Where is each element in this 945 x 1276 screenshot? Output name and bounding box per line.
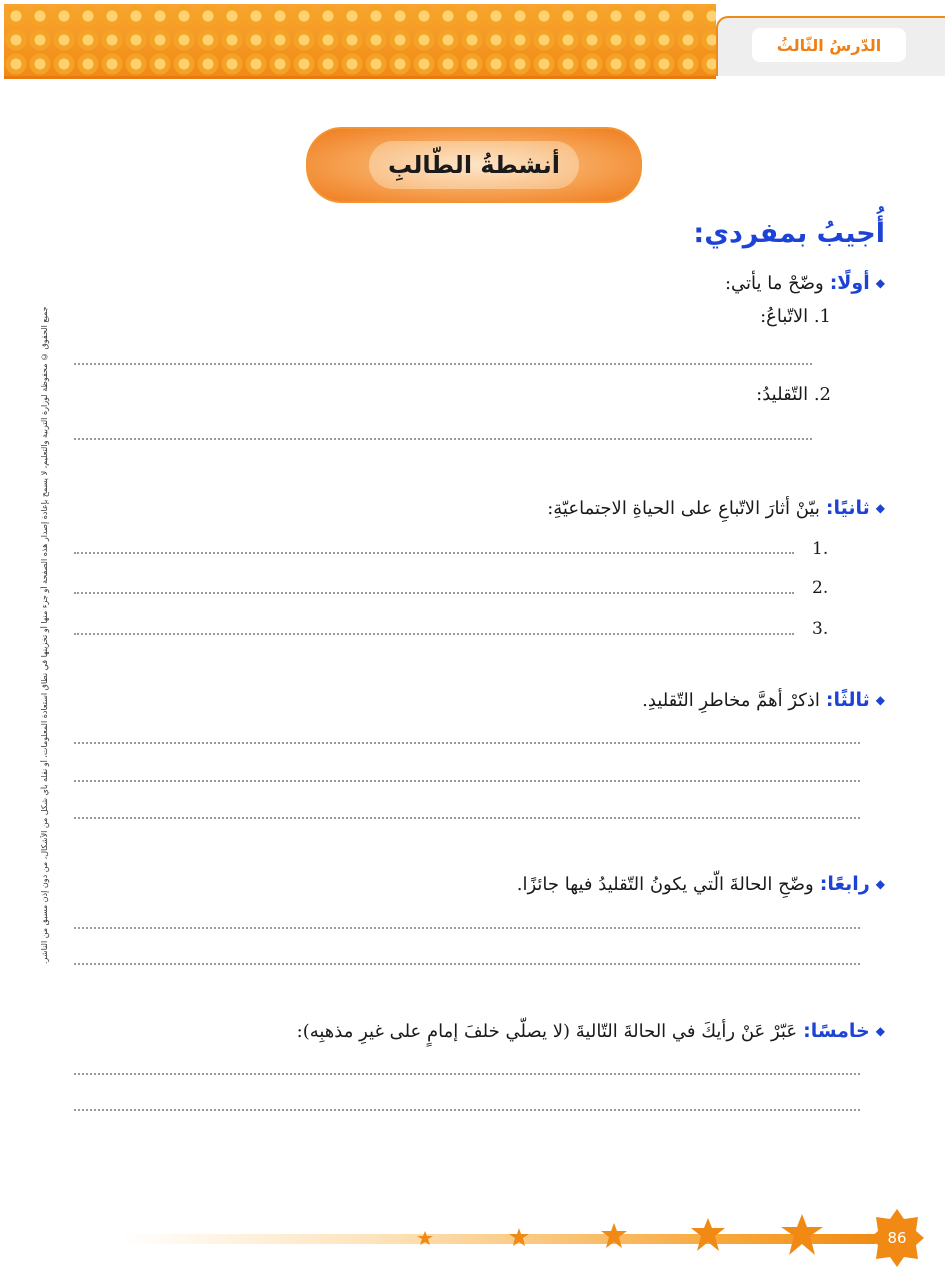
answer-line[interactable] [74, 742, 860, 744]
question-1-text: وضّحْ ما يأتي: [724, 272, 824, 294]
diamond-bullet-icon: ◆ [875, 877, 885, 891]
footer-gradient-line [120, 1234, 880, 1244]
question-4-label: رابعًا: [819, 873, 870, 895]
answer-line[interactable] [74, 363, 812, 365]
question-3-text: اذكرْ أهمَّ مخاطرِ التّقليدِ. [642, 689, 820, 711]
question-4 [517, 873, 885, 895]
diamond-bullet-icon: ◆ [875, 1024, 885, 1038]
answer-line[interactable] [74, 817, 860, 819]
answer-line[interactable] [74, 592, 794, 594]
question-1-label: أولًا: [829, 272, 870, 294]
question-2-label: ثانيًا: [825, 497, 870, 519]
answer-number: 2. [812, 578, 829, 598]
footer-star-icon [417, 1231, 433, 1247]
answer-line[interactable] [74, 552, 794, 554]
answer-line[interactable] [74, 438, 812, 440]
footer-star-icon [780, 1214, 824, 1258]
answer-line[interactable] [74, 780, 860, 782]
diamond-bullet-icon: ◆ [875, 501, 885, 515]
copyright-notice: جميع الحقوق © محفوظة لوزارة التربية والتعليم، لا يسمح بإعادة إصدار هذه الصفحة أو جزء منها أو تخزينها في نطاق استعادة المعلومات، أو نقله بأي شكل من الأشكال، من دون إذن مسبق من الناشر. [40, 306, 49, 964]
question-1-item-2: 2. التّقليدُ: [756, 384, 831, 405]
answer-line[interactable] [74, 963, 860, 965]
answer-line[interactable] [74, 927, 860, 929]
question-1-item-1: 1. الاتّباعُ: [760, 306, 831, 327]
answer-line[interactable] [74, 1109, 860, 1111]
page-number: 86 [887, 1229, 907, 1247]
activities-title-banner [306, 127, 642, 203]
answer-line[interactable] [74, 633, 794, 635]
main-heading: أُجيبُ بمفردي: [693, 218, 885, 249]
diamond-bullet-icon: ◆ [875, 693, 885, 707]
question-3 [642, 689, 885, 711]
diamond-bullet-icon: ◆ [875, 276, 885, 290]
question-5-text: عَبّرْ عَنْ رأيكَ في الحالةَ التّاليةَ (لا يصلّي خلفَ إمامٍ على غيرِ مذهبِه): [296, 1020, 798, 1042]
footer-star-icon [600, 1223, 628, 1251]
header-banner [4, 4, 716, 79]
question-4-text: وضّحِ الحالةَ الّتي يكونُ التّقليدُ فيها جائزًا. [516, 873, 814, 895]
question-5 [297, 1020, 885, 1042]
footer-star-icon [690, 1218, 726, 1254]
question-2 [547, 497, 885, 519]
question-5-label: خامسًا: [803, 1020, 870, 1042]
lesson-tab: الدّرسُ الثّالثُ [752, 28, 906, 62]
footer-star-icon [509, 1228, 529, 1248]
answer-number: 3. [812, 619, 829, 639]
activities-title: أنشطةُ الطّالبِ [369, 141, 579, 189]
question-1 [725, 272, 885, 294]
question-2-text: بيّنْ أثارَ الاتّباعِ على الحياةِ الاجتماعيّةِ: [547, 497, 820, 519]
question-3-label: ثالثًا: [825, 689, 870, 711]
answer-number: 1. [812, 539, 829, 559]
answer-line[interactable] [74, 1073, 860, 1075]
